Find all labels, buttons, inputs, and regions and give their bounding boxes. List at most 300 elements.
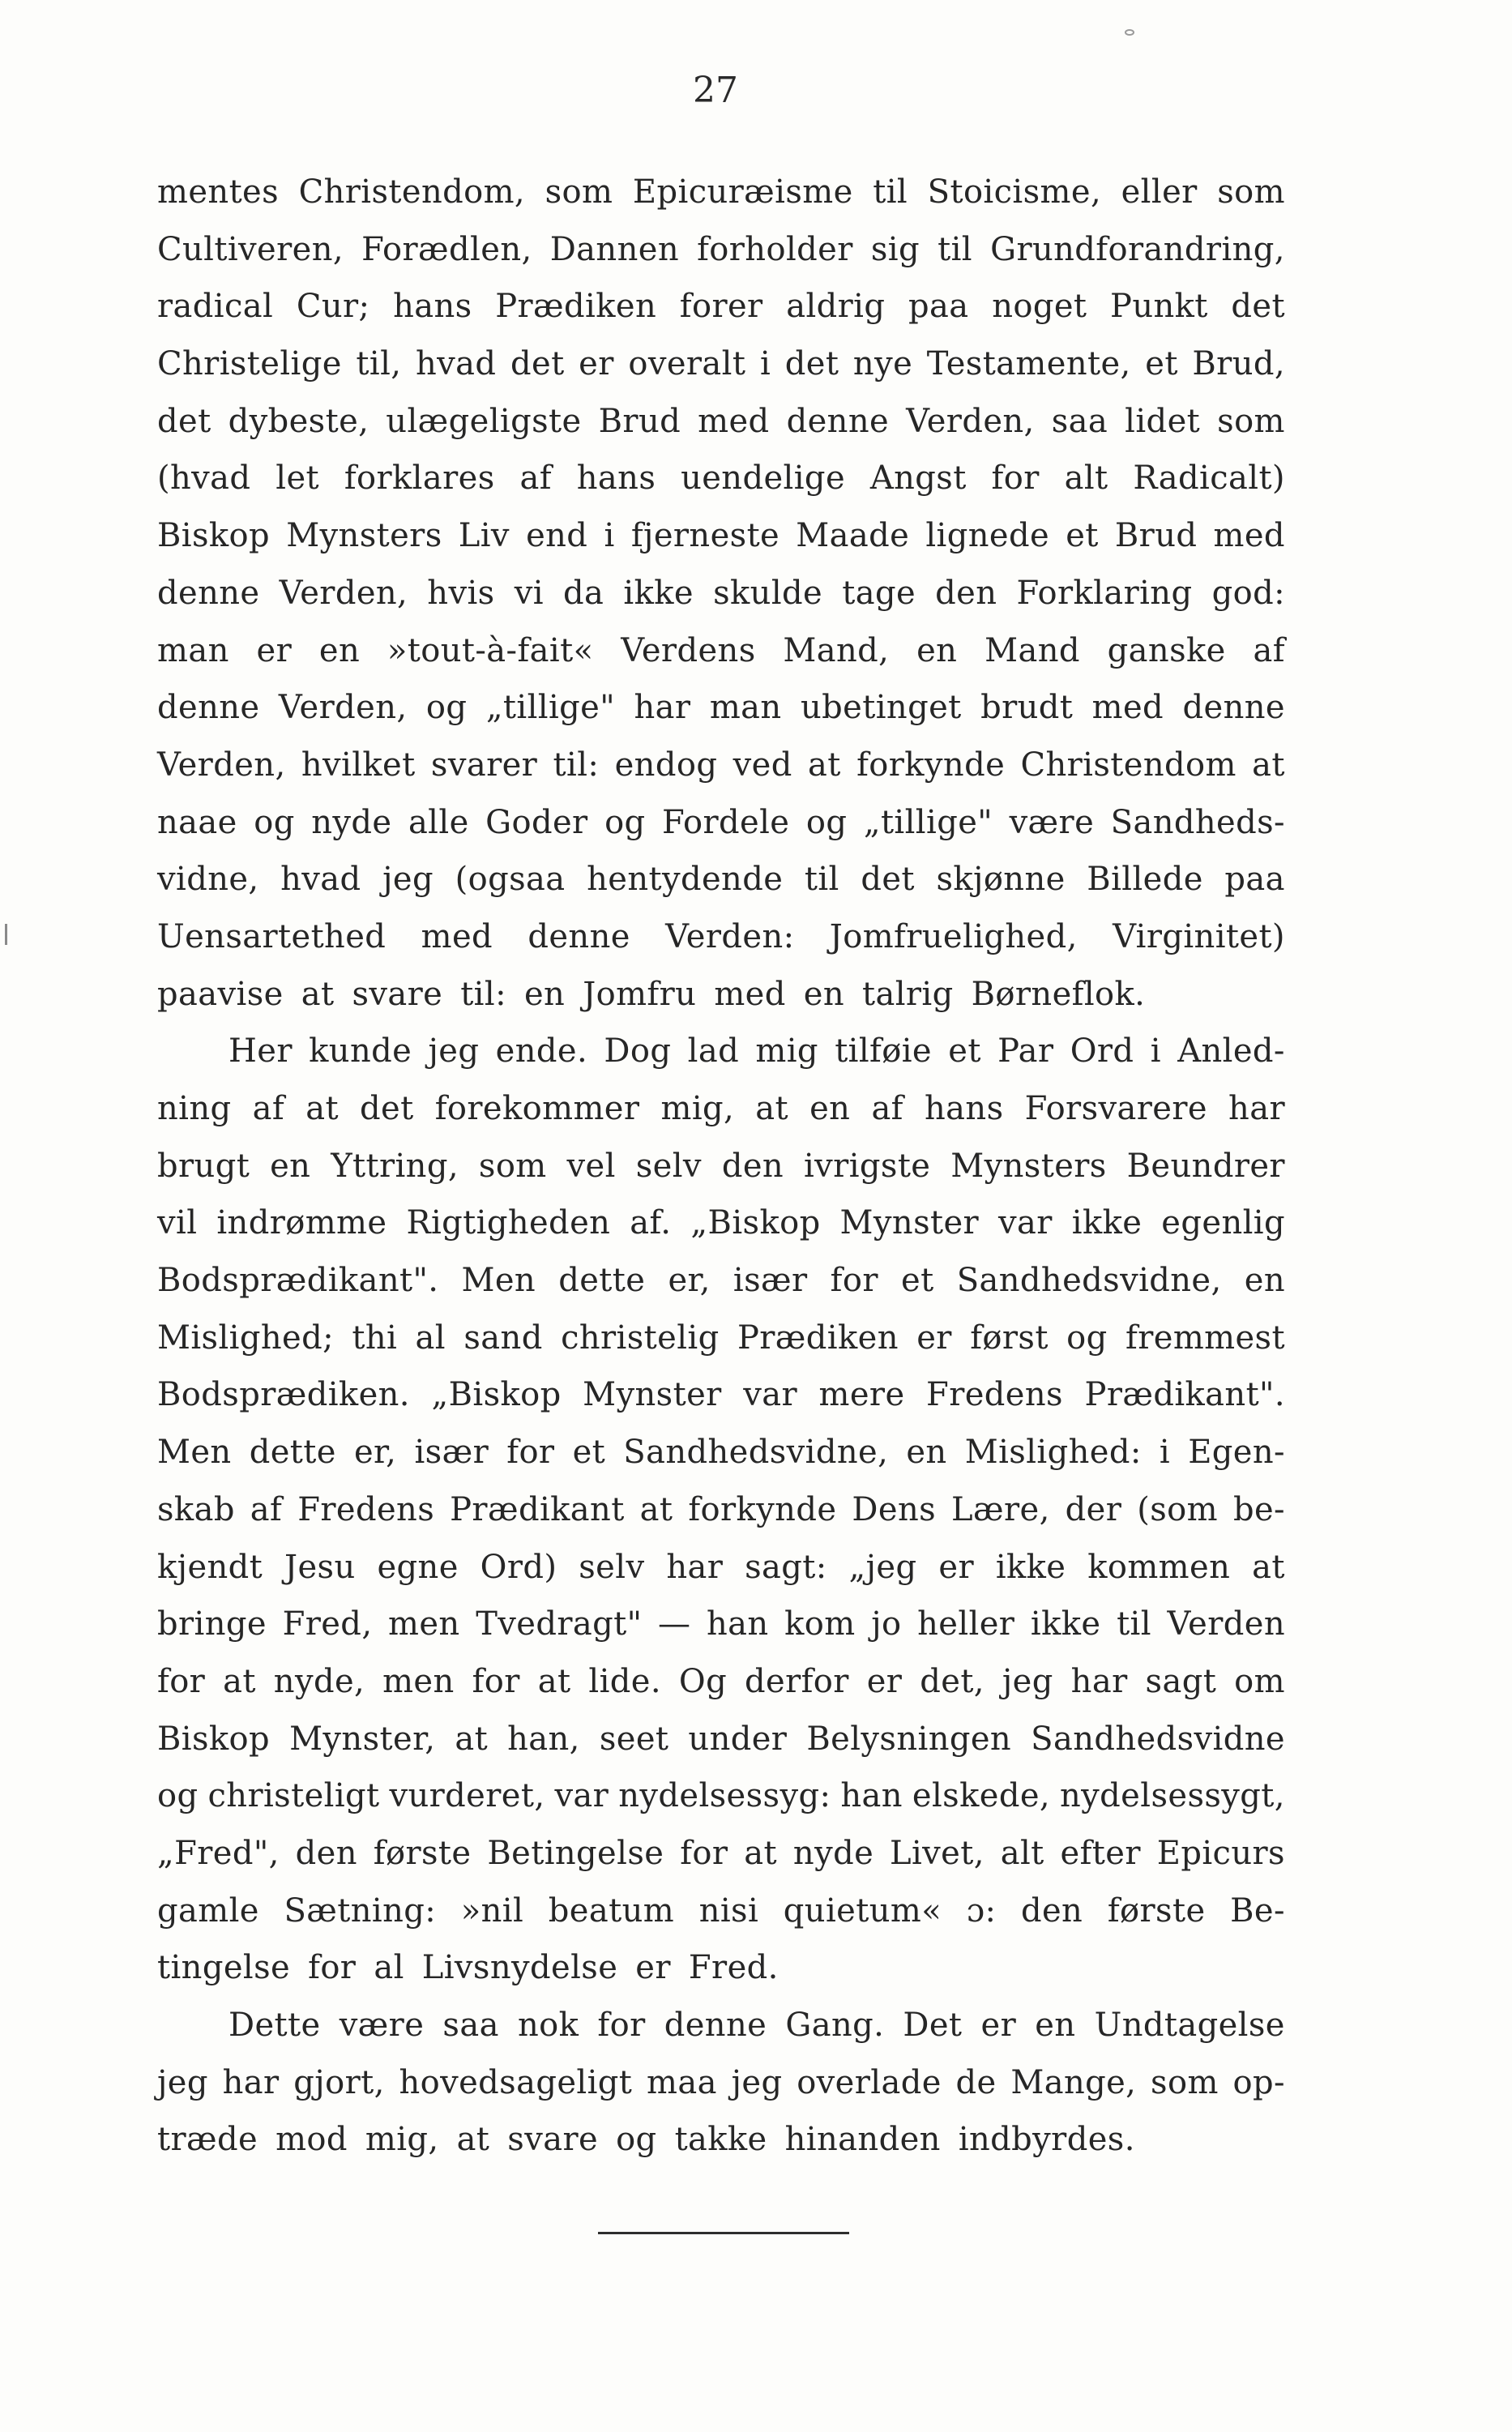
word: beatum — [548, 1891, 675, 1930]
word: „Biskop — [690, 1204, 821, 1242]
word: ikke — [1030, 1605, 1101, 1643]
word: han — [840, 1777, 903, 1815]
word: Lære, — [951, 1490, 1050, 1528]
word: et — [901, 1262, 934, 1300]
word: noget — [992, 288, 1087, 326]
word: Yttring, — [331, 1147, 459, 1185]
word: Forædlen, — [361, 230, 532, 268]
word: Men — [461, 1262, 536, 1300]
word: overalt — [628, 345, 746, 383]
word: har — [634, 689, 691, 727]
word: Bodsprædikant". — [157, 1262, 439, 1300]
word: og — [157, 1777, 199, 1815]
word: paa — [1224, 861, 1285, 899]
word: »nil — [460, 1891, 524, 1930]
word: af — [871, 1090, 903, 1127]
word: nisi — [698, 1891, 759, 1930]
word: Christendom, — [298, 173, 526, 211]
word: at — [1252, 1548, 1285, 1586]
word: en — [906, 1434, 947, 1472]
text-line — [157, 1596, 1285, 1653]
word: tage — [842, 574, 916, 612]
word: af. — [630, 1204, 672, 1242]
word: Uensartethed — [157, 917, 387, 955]
word: har — [1070, 1662, 1128, 1700]
word: nyde — [792, 1834, 874, 1872]
word: som — [1217, 402, 1285, 440]
word: fremmest — [1125, 1319, 1285, 1357]
word: forkynde — [688, 1490, 837, 1528]
text-line — [157, 679, 1285, 737]
word: Jomfru — [583, 975, 697, 1013]
word: en — [809, 1090, 851, 1127]
word: Børneflok. — [971, 975, 1146, 1013]
word: Brud — [598, 402, 681, 440]
word: Mynster — [839, 1204, 980, 1242]
word: egne — [377, 1548, 459, 1586]
word: for — [506, 1434, 555, 1472]
word: Mynster — [583, 1376, 722, 1414]
word: den — [721, 1147, 784, 1185]
word: lignede — [925, 517, 1050, 555]
word: dette — [558, 1262, 646, 1300]
word: christelig — [561, 1319, 720, 1357]
word: med — [1091, 689, 1164, 727]
word: jo — [871, 1605, 902, 1643]
page-edge-mark — [5, 924, 7, 945]
text-line — [157, 1767, 1285, 1825]
word: og — [425, 689, 468, 727]
word: „tillige" — [863, 803, 993, 841]
word: Prædiken — [495, 288, 657, 326]
word: al — [415, 1319, 446, 1357]
text-line — [157, 2054, 1285, 2112]
page-number: 27 — [693, 70, 738, 111]
word: at — [301, 975, 335, 1013]
word: takke — [674, 2121, 767, 2159]
word: naae — [157, 803, 237, 841]
word: Verden — [1167, 1605, 1285, 1643]
text-line — [157, 565, 1285, 622]
word: at — [755, 1090, 788, 1127]
word: en — [803, 975, 844, 1013]
word: Tvedragt" — [476, 1605, 643, 1643]
word: ɔ: — [966, 1891, 997, 1930]
word: at — [808, 746, 841, 784]
word: et — [1145, 345, 1178, 383]
word: maa — [647, 2063, 717, 2101]
word: hans — [576, 459, 656, 498]
word: god: — [1211, 574, 1285, 612]
word: mentes — [157, 173, 280, 211]
word: „Fred", — [157, 1834, 280, 1872]
word: Biskop — [157, 517, 271, 555]
word: er, — [353, 1434, 397, 1472]
word: som — [1217, 173, 1285, 211]
word: er — [579, 345, 614, 383]
word: en — [523, 975, 566, 1013]
word: alle — [408, 803, 469, 841]
word: svarer — [430, 746, 538, 784]
word: paavise — [157, 975, 284, 1013]
word: Undtagelse — [1094, 2007, 1285, 2044]
word: Maade — [796, 517, 910, 555]
word: har — [666, 1548, 724, 1586]
word: det — [784, 345, 839, 383]
word: Betingelse — [487, 1834, 664, 1872]
word: jeg — [428, 1032, 480, 1071]
word: Stoicisme, — [927, 173, 1102, 211]
word: af — [252, 1090, 285, 1127]
word: mig, — [365, 2121, 439, 2159]
text-line — [157, 1080, 1285, 1138]
word: jeg — [731, 2063, 783, 2101]
word: alt — [1064, 459, 1108, 498]
word: Dens — [852, 1490, 937, 1528]
text-line — [157, 507, 1285, 565]
word: vurderet, — [389, 1777, 545, 1815]
word: vidne, — [157, 861, 259, 899]
word: Christelige — [157, 345, 342, 383]
word: at — [1252, 746, 1285, 784]
word: den — [1020, 1891, 1083, 1930]
word: med — [1213, 517, 1285, 555]
word: i — [1159, 1434, 1171, 1472]
word: hvilket — [301, 746, 416, 784]
word: lidet — [1125, 402, 1201, 440]
word: Sætning: — [284, 1891, 437, 1930]
word: være — [1009, 803, 1095, 841]
word: Jomfruelighed, — [829, 917, 1078, 955]
word: sig — [870, 230, 920, 268]
text-line — [157, 1252, 1285, 1310]
word: ikke — [995, 1548, 1066, 1586]
word: Gang. — [785, 2007, 885, 2044]
word: ende. — [495, 1032, 588, 1071]
word: svare — [507, 2121, 599, 2159]
word: Goder — [485, 803, 588, 841]
word: at — [537, 1662, 571, 1700]
word: kom — [784, 1605, 856, 1643]
word: Brud, — [1192, 345, 1285, 383]
word: det — [510, 345, 565, 383]
word: de — [955, 2063, 997, 2101]
word: bringe — [157, 1605, 267, 1643]
word: Mange, — [1010, 2063, 1137, 2101]
word: ubetinget — [801, 689, 962, 727]
word: men — [388, 1605, 460, 1643]
word: at — [456, 2121, 490, 2159]
word: Mislighed; — [157, 1319, 334, 1357]
word: Sandhedsvidne, — [623, 1434, 889, 1472]
word: skjønne — [936, 861, 1066, 899]
word: fjerneste — [630, 517, 780, 555]
word: nyde — [311, 803, 392, 841]
text-line — [157, 908, 1285, 966]
word: sand — [463, 1319, 543, 1357]
word: quietum« — [783, 1891, 942, 1930]
word: Ord — [1070, 1032, 1134, 1071]
word: hvis — [427, 574, 495, 612]
word: mere — [818, 1376, 905, 1414]
word: hinanden — [784, 2121, 941, 2159]
word: Belysningen — [806, 1720, 1012, 1758]
word: seet — [599, 1720, 669, 1758]
word: Prædiken — [737, 1319, 899, 1357]
word: af — [250, 1490, 283, 1528]
word: Rigtigheden — [406, 1204, 611, 1242]
word: nok — [517, 2007, 579, 2044]
word: „jeg — [848, 1548, 917, 1586]
word: sagt: — [745, 1548, 827, 1586]
word: er — [635, 1949, 671, 1987]
word: for — [680, 1834, 728, 1872]
word: Fred. — [688, 1949, 779, 1987]
word: ning — [157, 1090, 232, 1127]
word: især — [414, 1434, 489, 1472]
word: forklares — [344, 459, 495, 498]
text-line — [157, 737, 1285, 794]
word: for — [308, 1949, 357, 1987]
word: ivrigste — [803, 1147, 931, 1185]
word: — — [658, 1605, 691, 1643]
word: Dog — [604, 1032, 672, 1071]
word: denne — [157, 689, 260, 727]
word: var — [554, 1777, 609, 1815]
word: saa — [1051, 402, 1108, 440]
word: Testamente, — [926, 345, 1131, 383]
text-line — [157, 794, 1285, 852]
word: til: — [460, 975, 506, 1013]
word: selv — [579, 1548, 645, 1586]
word: Virginitet) — [1113, 917, 1285, 955]
word: aldrig — [786, 288, 886, 326]
word: den — [935, 574, 997, 612]
word: saa — [442, 2007, 499, 2044]
word: forer — [679, 288, 763, 326]
body-text — [157, 164, 1285, 2169]
word: har — [222, 2063, 280, 2101]
word: hvad — [280, 861, 361, 899]
word: og — [805, 803, 848, 841]
text-line — [157, 1310, 1285, 1367]
word: nydelsessygt, — [1060, 1777, 1285, 1815]
word: det — [1231, 288, 1285, 326]
word: paa — [908, 288, 969, 326]
word: radical — [157, 288, 274, 326]
word: Beundrer — [1126, 1147, 1285, 1185]
text-line — [157, 1539, 1285, 1596]
word: mig — [755, 1032, 818, 1071]
word: gamle — [157, 1891, 259, 1930]
word: Prædikant — [450, 1490, 625, 1528]
text-line — [157, 164, 1285, 221]
word: ikke — [1071, 1204, 1143, 1242]
word: Fred, — [282, 1605, 373, 1643]
word: tilføie — [835, 1032, 932, 1071]
word: for — [597, 2007, 646, 2044]
word: for — [991, 459, 1040, 498]
word: Fordele — [662, 803, 790, 841]
word: Bodsprædiken. — [157, 1376, 410, 1414]
word: af — [519, 459, 552, 498]
word: be- — [1232, 1490, 1285, 1528]
text-line — [157, 336, 1285, 393]
word: Ord) — [480, 1548, 557, 1586]
word: Verden, — [906, 402, 1035, 440]
word: med — [421, 917, 493, 955]
word: derfor — [745, 1662, 849, 1700]
word: denne — [664, 2007, 767, 2044]
word: dybeste, — [228, 402, 369, 440]
text-line — [157, 450, 1285, 507]
word: forholder — [697, 230, 853, 268]
word: en — [916, 631, 958, 669]
word: christeligt — [207, 1777, 380, 1815]
word: et — [572, 1434, 606, 1472]
word: for — [472, 1662, 520, 1700]
word: en — [318, 631, 361, 669]
word: „Biskop — [431, 1376, 562, 1414]
word: og — [1066, 1319, 1108, 1357]
word: ikke — [623, 574, 694, 612]
word: Cultiveren, — [157, 230, 344, 268]
word: træde — [157, 2121, 258, 2159]
paper-speck — [1125, 29, 1134, 36]
word: og — [616, 2121, 657, 2159]
word: eller — [1121, 173, 1198, 211]
word: Forklaring — [1016, 574, 1193, 612]
word: lad — [687, 1032, 740, 1071]
word: kommen — [1087, 1548, 1231, 1586]
word: er — [938, 1548, 974, 1586]
word: som — [545, 173, 613, 211]
word: Mand, — [783, 631, 890, 669]
text-line — [157, 1138, 1285, 1195]
word: Epicurs — [1156, 1834, 1285, 1872]
word: Verden: — [665, 917, 795, 955]
word: som — [478, 1147, 547, 1185]
word: til — [938, 230, 972, 268]
word: ved — [733, 746, 792, 784]
word: brugt — [157, 1147, 250, 1185]
word: Fredens — [926, 1376, 1063, 1414]
word: Egen- — [1188, 1434, 1285, 1472]
word: i — [759, 345, 771, 383]
word: uendelige — [681, 459, 846, 498]
word: vi — [514, 574, 544, 612]
word: denne — [786, 402, 890, 440]
word: let — [275, 459, 319, 498]
word: Her — [229, 1032, 293, 1071]
text-line — [157, 278, 1285, 336]
word: er — [256, 631, 293, 669]
word: Cur; — [296, 288, 370, 326]
word: Verdens — [621, 631, 756, 669]
word: Og — [678, 1662, 728, 1700]
word: egenlig — [1161, 1204, 1285, 1242]
text-line — [157, 1653, 1285, 1711]
word: kjendt — [157, 1548, 263, 1586]
word: er — [916, 1319, 952, 1357]
word: svare — [352, 975, 443, 1013]
end-rule — [598, 2232, 849, 2234]
word: Jesu — [284, 1548, 356, 1586]
word: til — [873, 173, 908, 211]
word: det — [360, 1090, 414, 1127]
word: denne — [527, 917, 630, 955]
word: Mynster, — [289, 1720, 436, 1758]
word: Verden, — [279, 574, 408, 612]
word: Sandhedsvidne — [1031, 1720, 1285, 1758]
word: Verden, — [278, 689, 408, 727]
text-line — [157, 1711, 1285, 1768]
text-line — [157, 1023, 1285, 1080]
word: thi — [352, 1319, 398, 1357]
word: Billede — [1087, 861, 1203, 899]
word: forekommer — [434, 1090, 640, 1127]
word: Angst — [869, 459, 967, 498]
word: Fredens — [297, 1490, 435, 1528]
word: (hvad — [157, 459, 251, 498]
word: for — [157, 1662, 206, 1700]
text-line — [157, 966, 1285, 1024]
text-line — [157, 393, 1285, 451]
word: al — [374, 1949, 404, 1987]
word: om — [1234, 1662, 1285, 1700]
word: er, — [668, 1262, 711, 1300]
word: en — [1244, 1262, 1285, 1300]
word: der — [1065, 1490, 1122, 1528]
text-line — [157, 1195, 1285, 1252]
word: Anled- — [1177, 1032, 1285, 1071]
word: er — [866, 1662, 903, 1700]
word: det — [157, 402, 211, 440]
word: op- — [1232, 2063, 1285, 2101]
word: selv — [635, 1147, 702, 1185]
word: til — [1117, 1605, 1151, 1643]
text-line — [157, 1366, 1285, 1424]
word: (som — [1137, 1490, 1218, 1528]
word: indbyrdes. — [958, 2121, 1135, 2159]
word: nyde, — [273, 1662, 365, 1700]
word: til — [804, 861, 839, 899]
word: alt — [1000, 1834, 1044, 1872]
word: et — [948, 1032, 981, 1071]
word: jeg — [157, 2063, 208, 2101]
word: nydelsessyg: — [618, 1777, 831, 1815]
word: det, — [920, 1662, 985, 1700]
word: til: — [553, 746, 600, 784]
word: hentydende — [587, 861, 784, 899]
word: Par — [997, 1032, 1054, 1071]
word: Prædikant". — [1084, 1376, 1285, 1414]
word: har — [1228, 1090, 1285, 1127]
word: overlade — [797, 2063, 942, 2101]
word: første — [373, 1834, 472, 1872]
word: Liv — [458, 517, 510, 555]
word: indrømme — [216, 1204, 387, 1242]
word: var — [998, 1204, 1053, 1242]
word: da — [563, 574, 604, 612]
word: Epicuræisme — [632, 173, 853, 211]
word: Sandheds- — [1110, 803, 1285, 841]
word: med — [714, 975, 786, 1013]
word: nye — [852, 345, 913, 383]
word: at — [639, 1490, 673, 1528]
word: og — [254, 803, 295, 841]
word: jeg — [382, 861, 434, 899]
